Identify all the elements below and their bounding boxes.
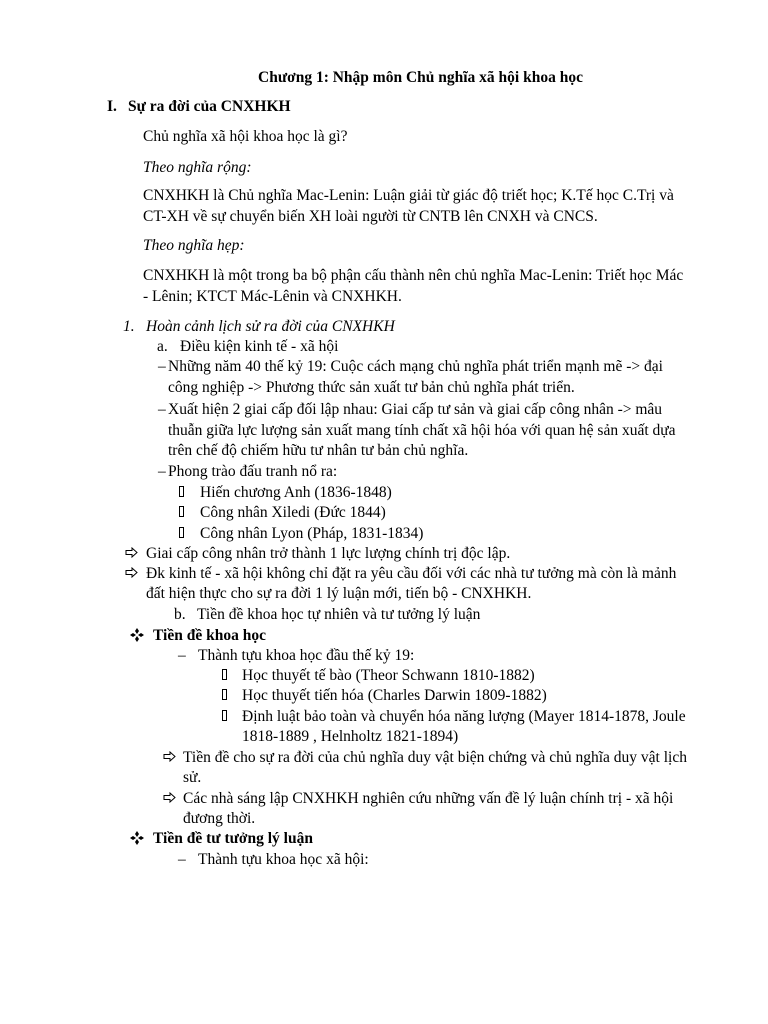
right-arrow-icon	[163, 751, 176, 762]
right-arrow-icon	[125, 567, 138, 578]
missing-glyph-icon	[222, 710, 227, 721]
question-text: Chủ nghĩa xã hội khoa học là gì?	[143, 128, 348, 145]
science-heading: Tiền đề khoa học	[153, 627, 266, 644]
subsection-number: 1.	[123, 318, 135, 335]
diamond-bullet-icon	[130, 831, 144, 845]
dash-item-line: Phong trào đấu tranh nổ ra:	[168, 463, 338, 480]
diamond-bullet-icon	[130, 628, 144, 642]
missing-glyph-icon	[179, 527, 184, 538]
missing-glyph-icon	[222, 689, 227, 700]
item-b-text: Tiền đề khoa học tự nhiên và tư tưởng lý luận	[197, 606, 481, 623]
narrow-text-line: CNXHKH là một trong ba bộ phận cấu thành nên chủ nghĩa Mac-Lenin: Triết học Mác	[143, 267, 684, 284]
science-conclusion-line: Tiền đề cho sự ra đời của chủ nghĩa duy vật biện chứng và chủ nghĩa duy vật lịch	[183, 749, 687, 766]
narrow-heading: Theo nghĩa hẹp:	[143, 237, 245, 254]
missing-glyph-icon	[179, 486, 184, 497]
science-item: Định luật bảo toàn và chuyển hóa năng lượng (Mayer 1814-1878, Joule	[242, 708, 686, 725]
science-conclusion-line: Các nhà sáng lập CNXHKH nghiên cứu những vấn đề lý luận chính trị - xã hội	[183, 790, 674, 807]
item-a-text: Điều kiện kinh tế - xã hội	[180, 338, 339, 355]
chapter-title: Chương 1: Nhập môn Chủ nghĩa xã hội khoa học	[258, 69, 583, 86]
conclusion-line: Giai cấp công nhân trở thành 1 lực lượng chính trị độc lập.	[146, 545, 511, 562]
right-arrow-icon	[125, 547, 138, 558]
movement-item: Công nhân Lyon (Pháp, 1831-1834)	[200, 525, 424, 542]
broad-heading: Theo nghĩa rộng:	[143, 159, 252, 176]
section-title: Sự ra đời của CNXHKH	[128, 98, 291, 115]
dash-bullet: –	[158, 463, 166, 480]
broad-text-line: CNXHKH là Chủ nghĩa Mac-Lenin: Luận giải từ giác độ triết học; K.Tế học C.Trị và	[143, 187, 674, 204]
dash-item-line: trên chế độ chiếm hữu tư nhân tư bản chủ nghĩa.	[168, 442, 469, 459]
science-item: Học thuyết tiến hóa (Charles Darwin 1809-1882)	[242, 687, 547, 704]
dash-item-line: công nghiệp -> Phương thức sản xuất tư bản chủ nghĩa phát triển.	[168, 379, 575, 396]
dash-bullet: –	[158, 358, 166, 375]
narrow-text-line: - Lênin; KTCT Mác-Lênin và CNXHKH.	[143, 288, 402, 305]
right-arrow-icon	[163, 792, 176, 803]
science-dash-text: Thành tựu khoa học đầu thế kỷ 19:	[198, 647, 415, 664]
missing-glyph-icon	[179, 506, 184, 517]
dash-bullet: –	[178, 647, 186, 664]
movement-item: Hiến chương Anh (1836-1848)	[200, 484, 392, 501]
science-conclusion-line: sử.	[183, 769, 202, 786]
movement-item: Công nhân Xiledi (Đức 1844)	[200, 504, 386, 521]
item-b-marker: b.	[174, 606, 186, 623]
broad-text-line: CT-XH về sự chuyển biến XH loài người từ CNTB lên CNXH và CNCS.	[143, 208, 598, 225]
science-item: Học thuyết tế bào (Theor Schwann 1810-1882)	[242, 667, 535, 684]
science-conclusion-line: đương thời.	[183, 810, 256, 827]
conclusion-line: Đk kinh tế - xã hội không chỉ đặt ra yêu cầu đối với các nhà tư tưởng mà còn là mảnh	[146, 565, 677, 582]
dash-item-line: thuẫn giữa lực lượng sản xuất mang tính chất xã hội hóa với quan hệ sản xuất dựa	[168, 422, 676, 439]
item-a-marker: a.	[157, 338, 168, 355]
subsection-title: Hoàn cảnh lịch sử ra đời của CNXHKH	[146, 318, 395, 335]
dash-bullet: –	[158, 401, 166, 418]
dash-item-line: Xuất hiện 2 giai cấp đối lập nhau: Giai cấp tư sản và giai cấp công nhân -> mâu	[168, 401, 663, 418]
dash-item-line: Những năm 40 thế kỷ 19: Cuộc cách mạng chủ nghĩa phát triển mạnh mẽ -> đại	[168, 358, 663, 375]
missing-glyph-icon	[222, 669, 227, 680]
science-item: 1818-1889 , Helnholtz 1821-1894)	[242, 728, 459, 745]
conclusion-line: đất hiện thực cho sự ra đời 1 lý luận mới, tiến bộ - CNXHKH.	[146, 585, 532, 602]
theory-heading: Tiền đề tư tưởng lý luận	[153, 830, 313, 847]
section-number: I.	[107, 98, 117, 115]
dash-bullet: –	[178, 851, 186, 868]
theory-dash-text: Thành tựu khoa học xã hội:	[198, 851, 369, 868]
